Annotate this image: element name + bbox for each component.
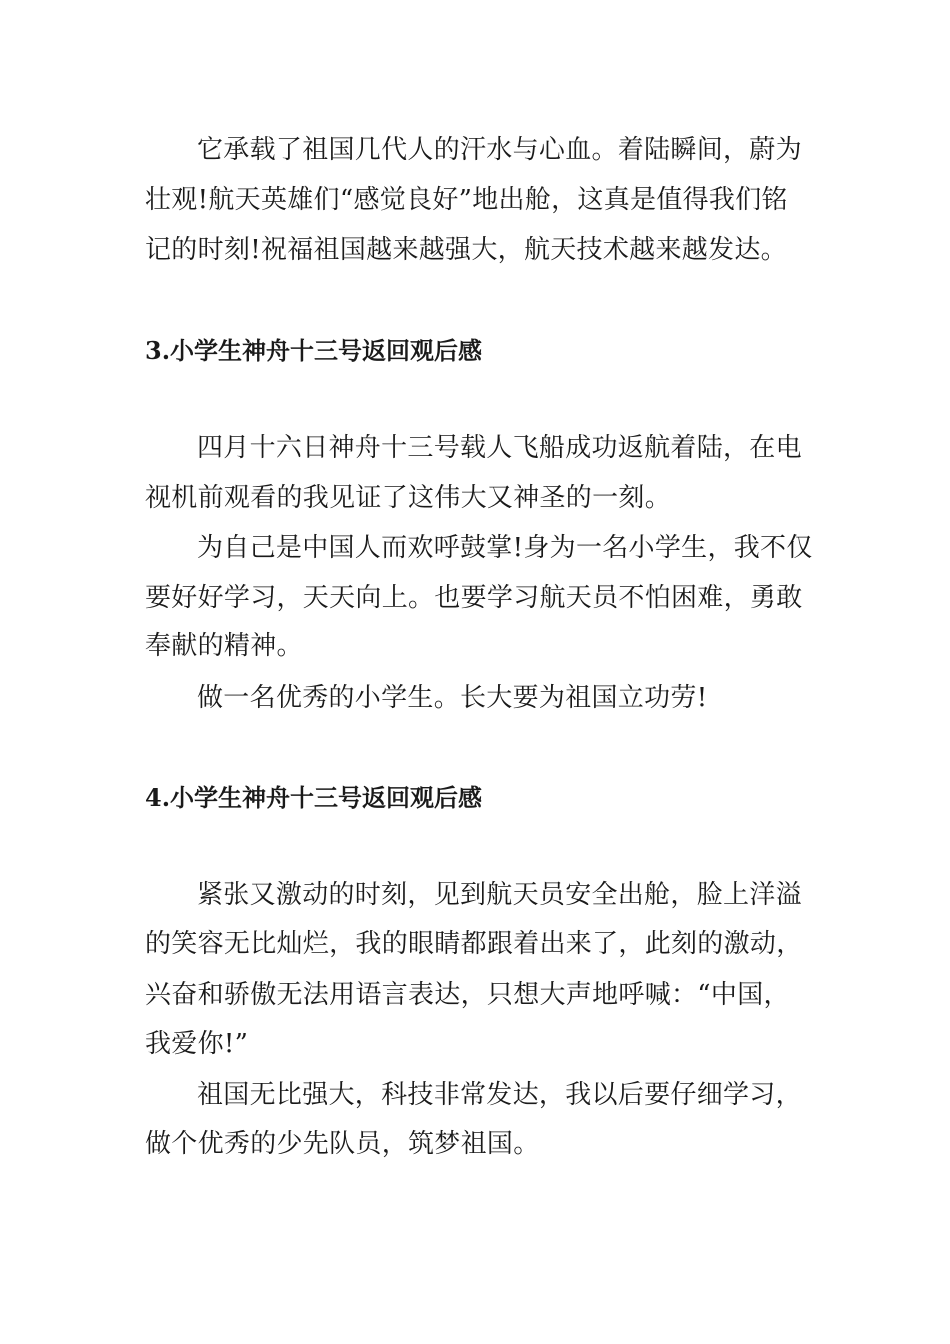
paragraph-line: 做个优秀的少先队员，筑梦祖国。 [145,1129,540,1159]
section-heading-3: 3.小学生神舟十三号返回观后感 [145,336,483,365]
paragraph-line: 它承载了祖国几代人的汗水与心血。着陆瞬间，蔚为 [197,135,802,165]
paragraph-line: 为自己是中国人而欢呼鼓掌!身为一名小学生，我不仅 [197,533,813,563]
paragraph-line: 做一名优秀的小学生。长大要为祖国立功劳! [197,683,708,713]
paragraph-line: 要好好学习，天天向上。也要学习航天员不怕困难，勇敢 [145,583,803,613]
section-heading-4: 4.小学生神舟十三号返回观后感 [145,783,483,812]
paragraph-line: 祖国无比强大，科技非常发达，我以后要仔细学习， [197,1080,802,1110]
paragraph-line: 的笑容无比灿烂，我的眼睛都跟着出来了，此刻的激动， [145,929,803,959]
paragraph-line: 四月十六日神舟十三号载人飞船成功返航着陆，在电 [197,433,802,463]
paragraph-line: 兴奋和骄傲无法用语言表达，只想大声地呼喊：“中国， [145,980,790,1010]
paragraph-line: 奉献的精神。 [145,631,303,661]
paragraph-line: 视机前观看的我见证了这伟大又神圣的一刻。 [145,483,672,513]
paragraph-line: 壮观!航天英雄们“感觉良好”地出舱，这真是值得我们铭 [145,185,788,215]
paragraph-line: 我爱你!” [145,1029,249,1059]
paragraph-line: 紧张又激动的时刻，见到航天员安全出舱，脸上洋溢 [197,880,802,910]
paragraph-line: 记的时刻!祝福祖国越来越强大，航天技术越来越发达。 [145,235,787,265]
